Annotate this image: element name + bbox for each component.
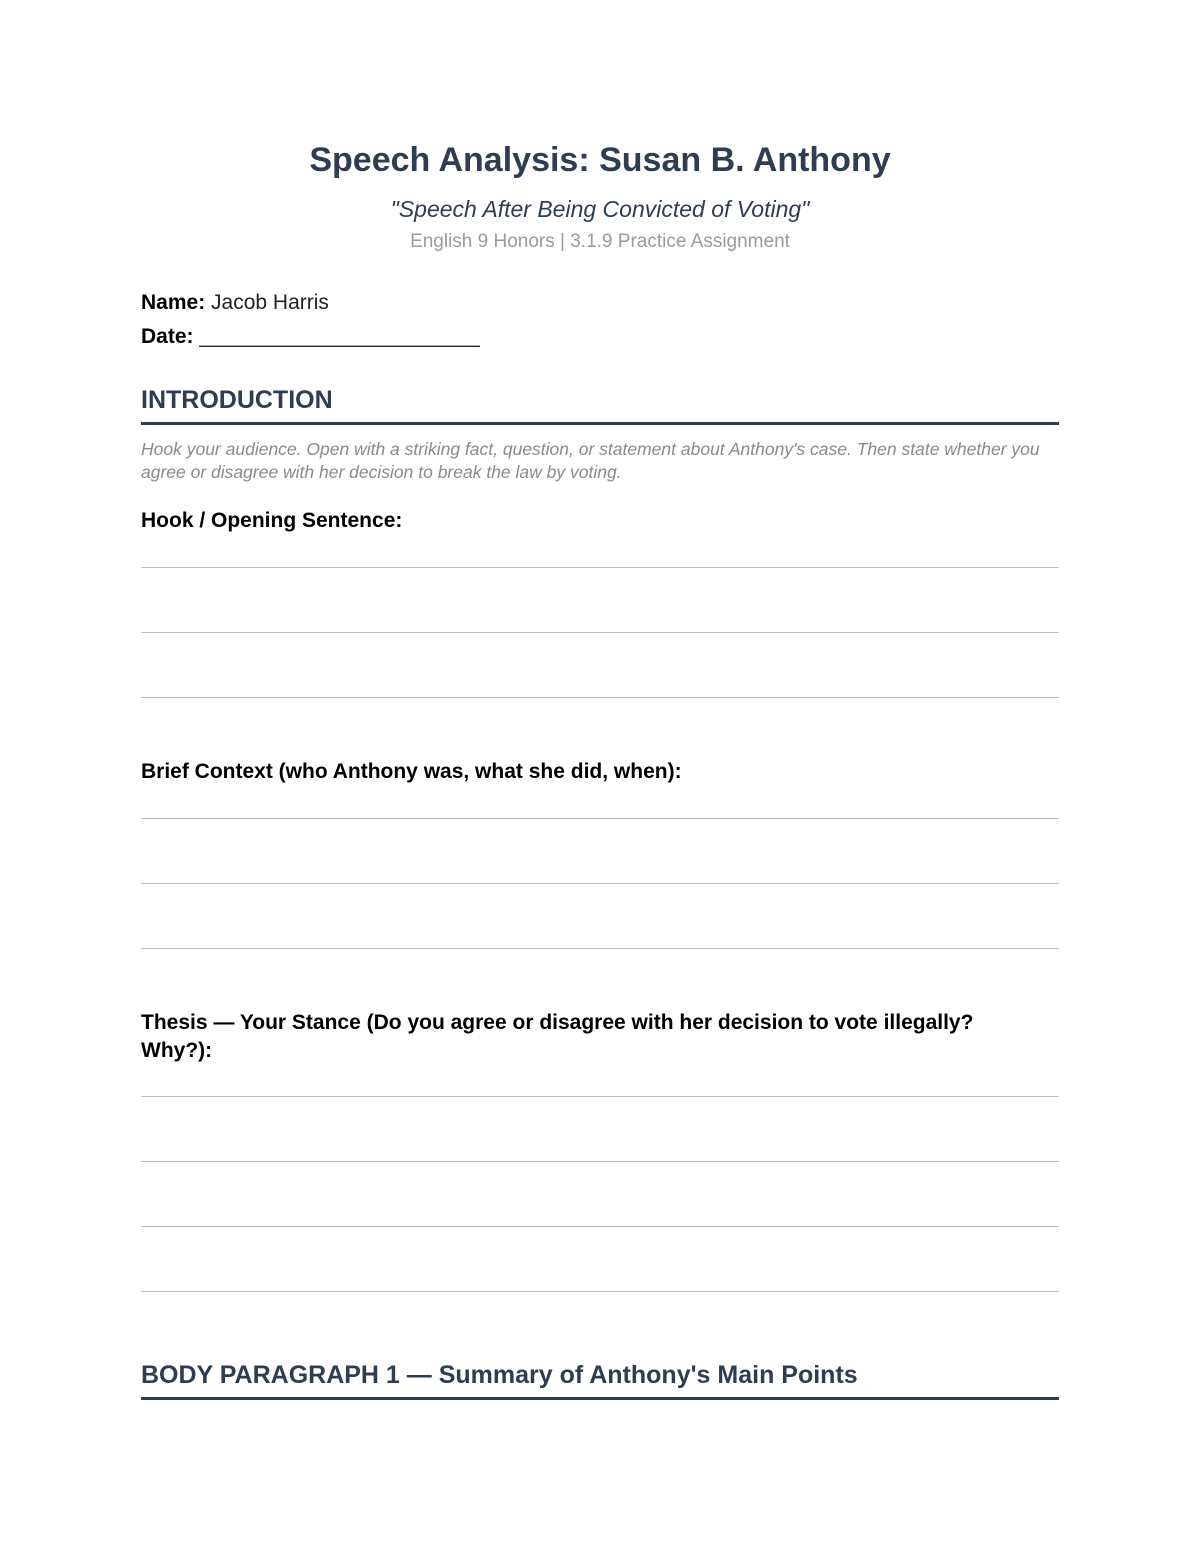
thesis-write-line-2[interactable] [141,1161,1059,1162]
hook-write-line-2[interactable] [141,632,1059,633]
page-subtitle: "Speech After Being Convicted of Voting" [390,196,810,222]
thesis-write-line-4[interactable] [141,1291,1059,1292]
name-value: Jacob Harris [211,291,329,314]
date-blank: ________________________ [199,325,480,348]
thesis-write-line-3[interactable] [141,1226,1059,1227]
context-prompt: Brief Context (who Anthony was, what she did, when): [141,760,682,783]
page-title: Speech Analysis: Susan B. Anthony [309,141,891,179]
hook-write-line-1[interactable] [141,567,1059,568]
date-field [141,323,480,351]
name-label: Name: [141,291,206,314]
date-label: Date: [141,325,194,348]
introduction-rule [141,422,1059,425]
body-paragraph-1-rule [141,1397,1059,1400]
context-write-line-1[interactable] [141,818,1059,819]
course-label: English 9 Honors | 3.1.9 Practice Assignment [410,231,790,252]
name-field [141,289,329,317]
thesis-prompt: Thesis — Your Stance (Do you agree or disagree with her decision to vote illegally? Why?): [141,1011,974,1062]
introduction-instructions: Hook your audience. Open with a striking fact, question, or statement about Anthony's case. Then state whether you agree or disagree with her decision to break the law by voting. [141,439,1040,482]
thesis-write-line-1[interactable] [141,1096,1059,1097]
body-paragraph-1-heading: BODY PARAGRAPH 1 — Summary of Anthony's Main Points [141,1361,858,1389]
introduction-heading: INTRODUCTION [141,386,333,414]
hook-prompt: Hook / Opening Sentence: [141,509,403,532]
hook-write-line-3[interactable] [141,697,1059,698]
context-write-line-2[interactable] [141,883,1059,884]
context-write-line-3[interactable] [141,948,1059,949]
